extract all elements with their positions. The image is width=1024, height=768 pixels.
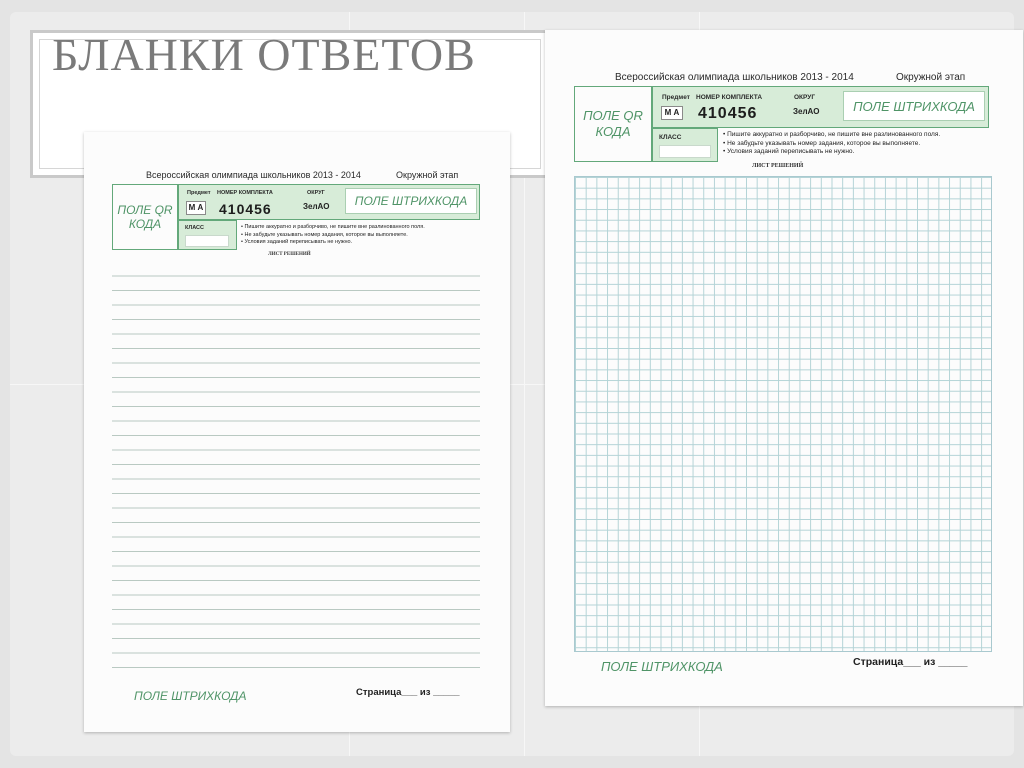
class-input[interactable]: [185, 235, 229, 247]
district-label: ОКРУГ: [794, 94, 816, 101]
header-band: [178, 184, 480, 220]
barcode-field: [345, 188, 477, 214]
kit-number: 410456: [698, 105, 758, 122]
slide-title: БЛАНКИ ОТВЕТОВ: [52, 29, 476, 80]
answer-sheet-grid: [545, 30, 1023, 706]
district-label: ОКРУГ: [307, 190, 325, 196]
class-label: КЛАСС: [659, 134, 682, 141]
subject-label: Предмет: [187, 190, 211, 196]
olympiad-title: Всероссийская олимпиада школьников 2013 - 2014: [146, 170, 361, 180]
kit-number: 410456: [219, 201, 272, 217]
instruction-item: • Не забудьте указывать номер задания, которое вы выполняете.: [241, 231, 408, 238]
header-band: [652, 86, 989, 128]
grid-writing-area[interactable]: [574, 176, 992, 652]
instruction-item: • Не забудьте указывать номер задания, которое вы выполняете.: [723, 139, 921, 147]
instruction-item: • Условия заданий переписывать не нужно.: [723, 148, 855, 155]
sheet-label: ЛИСТ РЕШЕНИЙ: [268, 252, 311, 257]
barcode-label: ПОЛЕ ШТРИХКОДА: [853, 98, 975, 114]
kit-number-label: НОМЕР КОМПЛЕКТА: [696, 94, 763, 101]
district-value: ЗелАО: [793, 107, 820, 116]
bottom-barcode-field: ПОЛЕ ШТРИХКОДА: [134, 689, 247, 703]
qr-code-field: [112, 184, 178, 250]
answer-sheet-lined: [84, 132, 510, 732]
instructions-list: [723, 131, 940, 157]
stage-label: Окружной этап: [896, 72, 966, 83]
class-panel: [652, 128, 718, 162]
qr-code-field: [574, 86, 652, 162]
bottom-barcode-field: ПОЛЕ ШТРИХКОДА: [601, 659, 723, 674]
instructions-list: [241, 224, 425, 247]
class-label: КЛАСС: [185, 225, 204, 231]
barcode-label: ПОЛЕ ШТРИХКОДА: [354, 194, 468, 208]
qr-code-label: ПОЛЕ QR КОДА: [117, 202, 173, 231]
barcode-field: [843, 91, 985, 121]
district-value: ЗелАО: [303, 202, 330, 211]
page-counter: Страница___ из _____: [356, 687, 460, 698]
subject-value: М А: [661, 106, 683, 120]
olympiad-title: Всероссийская олимпиада школьников 2013 - 2014: [615, 72, 854, 83]
subject-label: Предмет: [662, 94, 690, 101]
kit-number-label: НОМЕР КОМПЛЕКТА: [217, 190, 273, 196]
class-panel: [178, 220, 237, 250]
page-counter: Страница___ из _____: [853, 656, 968, 668]
stage-label: Окружной этап: [396, 170, 459, 180]
lined-writing-area[interactable]: [112, 262, 480, 674]
instruction-item: • Пишите аккуратно и разборчиво, не пишите вне разлинованного поля.: [241, 224, 425, 230]
sheet-label: ЛИСТ РЕШЕНИЙ: [752, 163, 804, 169]
instruction-item: • Пишите аккуратно и разборчиво, не пишите вне разлинованного поля.: [723, 131, 941, 138]
instruction-item: • Условия заданий переписывать не нужно.: [241, 239, 353, 245]
subject-value: М А: [186, 201, 206, 215]
class-input[interactable]: [659, 145, 711, 158]
qr-code-label: ПОЛЕ QR КОДА: [583, 108, 643, 139]
